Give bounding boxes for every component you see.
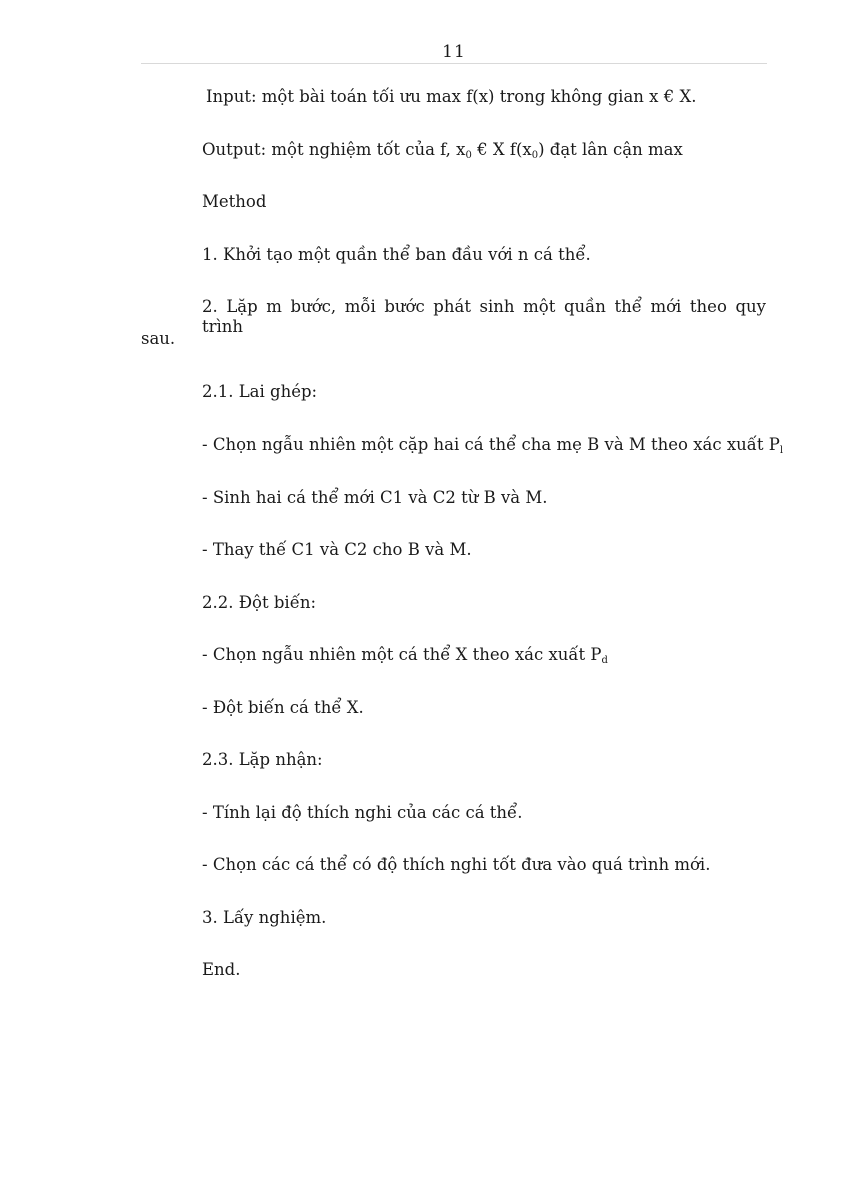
crossover-select-text: - Chọn ngẫu nhiên một cặp hai cá thể cha mẹ B và M theo xác xuất P bbox=[202, 435, 780, 454]
step-3: 3. Lấy nghiệm. bbox=[202, 908, 327, 927]
output-prefix: Output: một nghiệm tốt của f, x bbox=[202, 140, 466, 159]
input-line: Input: một bài toán tối ưu max f(x) trong không gian x € X. bbox=[206, 87, 697, 106]
accept-heading: 2.3. Lặp nhận: bbox=[202, 750, 323, 769]
output-suffix: ) đạt lân cận max bbox=[538, 140, 683, 159]
step-2-line-2: sau. bbox=[141, 329, 176, 348]
mutation-select-subscript: d bbox=[601, 655, 608, 666]
step-1: 1. Khởi tạo một quần thể ban đầu với n cá thể. bbox=[202, 245, 591, 264]
crossover-generate: - Sinh hai cá thể mới C1 và C2 từ B và M. bbox=[202, 488, 548, 507]
header-divider bbox=[141, 63, 767, 64]
output-middle: € X f(x bbox=[471, 140, 532, 159]
output-subscript-1: 0 bbox=[465, 150, 472, 161]
mutation-select bbox=[202, 645, 608, 665]
output-subscript-2: 0 bbox=[531, 150, 539, 161]
crossover-select-subscript: l bbox=[779, 445, 784, 456]
accept-recompute: - Tính lại độ thích nghi của các cá thể. bbox=[202, 803, 523, 822]
mutation-apply: - Đột biến cá thể X. bbox=[202, 698, 364, 717]
accept-choose: - Chọn các cá thể có độ thích nghi tốt đưa vào quá trình mới. bbox=[202, 855, 711, 874]
mutation-select-text: - Chọn ngẫu nhiên một cá thể X theo xác xuất P bbox=[202, 645, 602, 664]
mutation-heading: 2.2. Đột biến: bbox=[202, 593, 317, 612]
crossover-select bbox=[202, 435, 783, 455]
page-number: 11 bbox=[442, 42, 466, 62]
output-line bbox=[202, 140, 683, 160]
crossover-heading: 2.1. Lai ghép: bbox=[202, 382, 318, 401]
step-2-line-1: 2. Lặp m bước, mỗi bước phát sinh một quần thể mới theo quy trình bbox=[202, 297, 766, 336]
end-line: End. bbox=[202, 960, 241, 979]
crossover-replace: - Thay thế C1 và C2 cho B và M. bbox=[202, 540, 472, 559]
method-heading: Method bbox=[202, 192, 267, 211]
